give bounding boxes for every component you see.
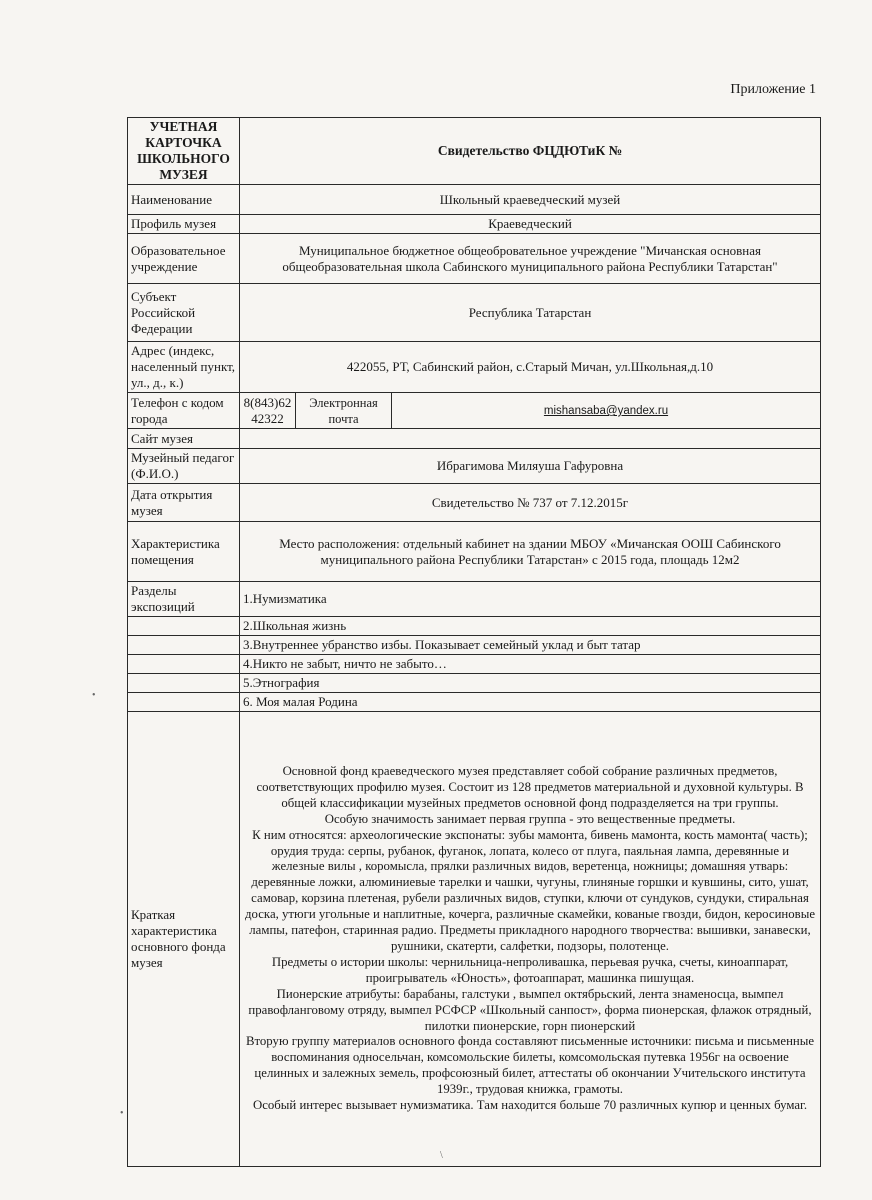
scan-speck: • xyxy=(92,690,96,701)
value-phone: 8(843)6242322 xyxy=(240,393,296,429)
empty-cell xyxy=(128,655,240,674)
value-email-cell xyxy=(392,393,821,429)
row-address xyxy=(128,342,821,393)
fund-paragraph: Основной фонд краеведческого музея представляет собой собрание различных предметов, соответствующих профилю музея. Состоит из 128 предметов материальной и духовной культуры. В общей классификации музейных предметов основной фонд подразделяется на три группы. xyxy=(256,764,804,810)
row-profile xyxy=(128,215,821,234)
row-section-6 xyxy=(128,693,821,712)
fund-paragraph: Особый интерес вызывает нумизматика. Там находится больше 70 различных купюр и ценных бумаг. xyxy=(252,1098,808,1113)
appendix-label: Приложение 1 xyxy=(730,82,816,97)
email-link[interactable]: mishansaba@yandex.ru xyxy=(543,405,669,417)
row-premises xyxy=(128,522,821,582)
label-site: Сайт музея xyxy=(128,429,240,449)
fund-paragraph: Предметы о истории школы: чернильница-непроливашка, перьевая ручка, счеты, киноаппарат, проигрыватель «Юность», фотоаппарат, машинка пишущая. xyxy=(271,954,789,985)
value-opened: Свидетельство № 737 от 7.12.2015г xyxy=(240,484,821,522)
label-phone: Телефон с кодом города xyxy=(128,393,240,429)
value-premises: Место расположения: отдельный кабинет на здании МБОУ «Мичанская ООШ Сабинского муниципального района Республики Татарстан» с 2015 года, площадь 12м2 xyxy=(240,522,821,582)
fund-paragraph: К ним относятся: археологические экспонаты: зубы мамонта, бивень мамонта, кость мамонта( часть); орудия труда: серпы, рубанок, фуганок, лопата, колесо от плуга, паяльная лампа, деревянные и железные вилы , коромысла, прялки различных видов, веретенца, ножницы; домашняя утварь: деревянные ложки, алюминиевые тарелки и чашки, чугуны, глиняные горшки и кувшины, сито, ушат, самовар, корзина плетеная, рубели различных видов, ступки, ключи от сундуков, сундуки, стиральная доска, утюги угольные и наплитные, кочерга, различные скамейки, кованые гвозди, бидон, керосиновые лампы, патефон, старинная радио. Предметы прикладного народного творчества: вышивки, занавески, рушники, скатерти, салфетки, подзоры, полотенце. xyxy=(245,827,815,953)
value-address: 422055, РТ, Сабинский район, с.Старый Мичан, ул.Школьная,д.10 xyxy=(240,342,821,393)
label-address: Адрес (индекс, населенный пункт, ул., д., к.) xyxy=(128,342,240,393)
certificate-title: Свидетельство ФЦДЮТиК № xyxy=(240,118,821,185)
row-opened xyxy=(128,484,821,522)
section-item: 4.Никто не забыт, ничто не забыто… xyxy=(240,655,821,674)
row-section-5 xyxy=(128,674,821,693)
value-subject: Республика Татарстан xyxy=(240,284,821,342)
empty-cell xyxy=(128,636,240,655)
row-phone xyxy=(128,393,821,429)
value-name: Школьный краеведческий музей xyxy=(240,185,821,215)
scan-speck: • xyxy=(120,1108,124,1119)
scan-speck: \ xyxy=(440,1150,443,1161)
row-site xyxy=(128,429,821,449)
label-subject: Субъект Российской Федерации xyxy=(128,284,240,342)
label-institution: Образовательное учреждение xyxy=(128,234,240,284)
label-email: Электронная почта xyxy=(296,393,392,429)
value-institution: Муниципальное бюджетное общеобровательное учреждение "Мичанская основная общеобразовательная школа Сабинского муниципального района Республики Татарстан" xyxy=(240,234,821,284)
value-site xyxy=(240,429,821,449)
row-teacher xyxy=(128,449,821,484)
empty-cell xyxy=(128,693,240,712)
row-section-2 xyxy=(128,617,821,636)
value-profile: Краеведческий xyxy=(240,215,821,234)
label-sections: Разделы экспозиций xyxy=(128,582,240,617)
row-fund xyxy=(128,712,821,1167)
label-fund: Краткая характеристика основного фонда музея xyxy=(128,712,240,1167)
section-item: 3.Внутреннее убранство избы. Показывает семейный уклад и быт татар xyxy=(240,636,821,655)
label-opened: Дата открытия музея xyxy=(128,484,240,522)
row-subject xyxy=(128,284,821,342)
value-teacher: Ибрагимова Миляуша Гафуровна xyxy=(240,449,821,484)
label-profile: Профиль музея xyxy=(128,215,240,234)
card-title: УЧЕТНАЯ КАРТОЧКА ШКОЛЬНОГО МУЗЕЯ xyxy=(128,118,240,185)
row-section-3 xyxy=(128,636,821,655)
fund-paragraph: Вторую группу материалов основного фонда составляют письменные источники: письма и письменные воспоминания односельчан, комсомольские билеты, комсомольская путевка 1956г на освоение целинных и залежных земель, профсоюзный билет, аттестаты об окончании Учительского института 1939г., трудовая книжка, грамоты. xyxy=(245,1034,815,1097)
fund-paragraph: Пионерские атрибуты: барабаны, галстуки , вымпел октябрьский, лента знаменосца, вымпел правофланговому отряду, вымпел РСФСР «Школьный санпост», форма пионерская, флажок отрядный, пилотки пионерские, горн пионерский xyxy=(248,986,812,1033)
row-name xyxy=(128,185,821,215)
label-teacher: Музейный педагог (Ф.И.О.) xyxy=(128,449,240,484)
museum-record-card xyxy=(127,117,821,1167)
row-institution xyxy=(128,234,821,284)
row-sections xyxy=(128,582,821,617)
section-item: 5.Этнография xyxy=(240,674,821,693)
section-item: 6. Моя малая Родина xyxy=(240,693,821,712)
fund-paragraph: Особую значимость занимает первая группа - это вещественные предметы. xyxy=(324,811,736,826)
empty-cell xyxy=(128,674,240,693)
empty-cell xyxy=(128,617,240,636)
header-row xyxy=(128,118,821,185)
label-premises: Характеристика помещения xyxy=(128,522,240,582)
fund-description xyxy=(240,712,821,1167)
section-item: 2.Школьная жизнь xyxy=(240,617,821,636)
section-item: 1.Нумизматика xyxy=(240,582,821,617)
label-name: Наименование xyxy=(128,185,240,215)
row-section-4 xyxy=(128,655,821,674)
